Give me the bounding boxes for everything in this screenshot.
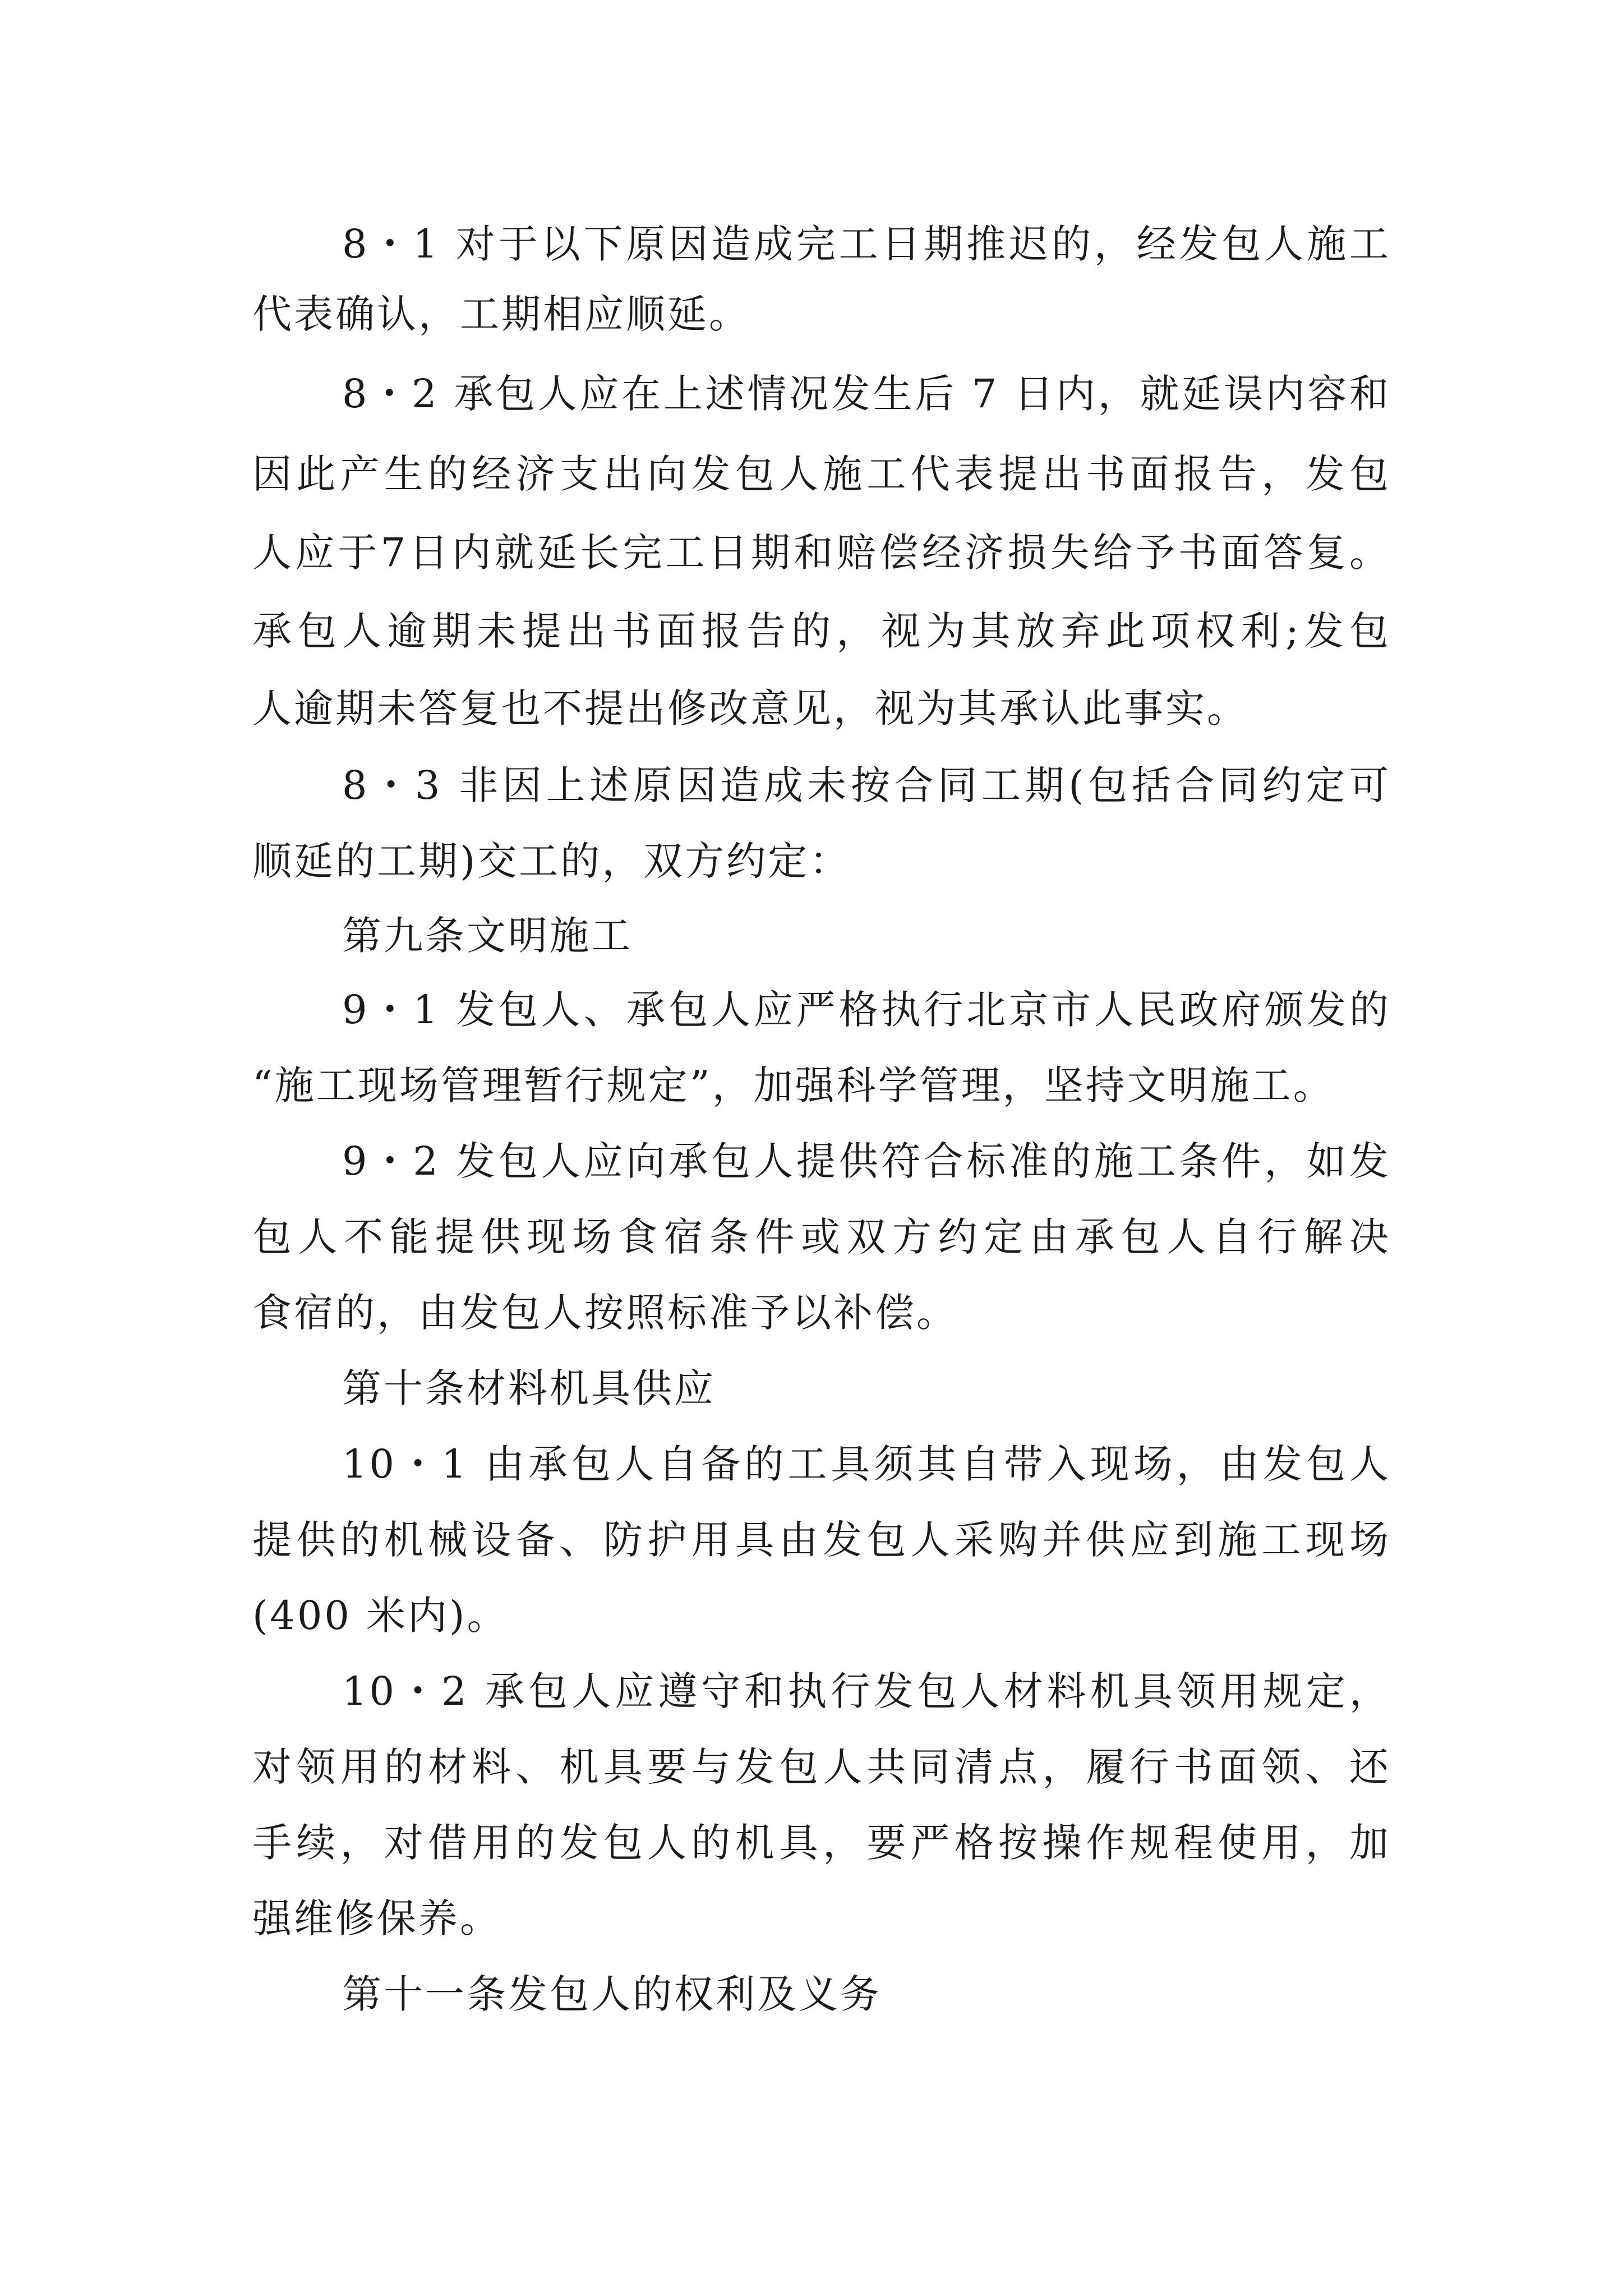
- article-10-heading: 第十条材料机具供应: [342, 1365, 716, 1411]
- article-11-heading: 第十一条发包人的权利及义务: [342, 1971, 882, 2017]
- paragraph-10-2-line-3: 手续，对借用的发包人的机具，要严格按操作规程使用，加: [252, 1820, 1391, 1866]
- paragraph-8-2-line-3: 人应于7日内就延长完工日期和赔偿经济损失给予书面答复。: [252, 530, 1391, 576]
- paragraph-8-2-line-4: 承包人逾期未提出书面报告的，视为其放弃此项权利;发包: [252, 608, 1391, 654]
- paragraph-8-3-line-2: 顺延的工期)交工的，双方约定：: [252, 838, 851, 884]
- paragraph-10-1-line-1: 10・1 由承包人自备的工具须其自带入现场，由发包人: [342, 1441, 1391, 1487]
- paragraph-9-2-line-3: 食宿的，由发包人按照标准予以补偿。: [252, 1290, 958, 1336]
- paragraph-9-2-line-2: 包人不能提供现场食宿条件或双方约定由承包人自行解决: [252, 1214, 1391, 1260]
- paragraph-8-2-line-1: 8・2 承包人应在上述情况发生后 7 日内，就延误内容和: [342, 371, 1391, 417]
- paragraph-9-1-line-1: 9・1 发包人、承包人应严格执行北京市人民政府颁发的: [342, 987, 1391, 1033]
- paragraph-8-2-line-2: 因此产生的经济支出向发包人施工代表提出书面报告，发包: [252, 451, 1391, 497]
- paragraph-10-2-line-4: 强维修保养。: [252, 1895, 501, 1941]
- paragraph-10-2-line-1: 10・2 承包人应遵守和执行发包人材料机具领用规定，: [342, 1668, 1391, 1714]
- article-9-heading: 第九条文明施工: [342, 913, 633, 959]
- paragraph-9-1-line-2: “施工现场管理暂行规定”，加强科学管理，坚持文明施工。: [252, 1062, 1335, 1108]
- paragraph-10-2-line-2: 对领用的材料、机具要与发包人共同清点，履行书面领、还: [252, 1744, 1391, 1790]
- paragraph-10-1-line-3: (400 米内)。: [252, 1593, 509, 1639]
- paragraph-8-2-line-5: 人逾期未答复也不提出修改意见，视为其承认此事实。: [252, 685, 1248, 731]
- paragraph-9-2-line-1: 9・2 发包人应向承包人提供符合标准的施工条件，如发: [342, 1138, 1391, 1184]
- paragraph-8-1-line-1: 8・1 对于以下原因造成完工日期推迟的，经发包人施工: [342, 221, 1391, 267]
- paragraph-8-1-line-2: 代表确认，工期相应顺延。: [252, 291, 750, 337]
- paragraph-8-3-line-1: 8・3 非因上述原因造成未按合同工期(包括合同约定可: [342, 762, 1391, 808]
- paragraph-10-1-line-2: 提供的机械设备、防护用具由发包人采购并供应到施工现场: [252, 1517, 1391, 1563]
